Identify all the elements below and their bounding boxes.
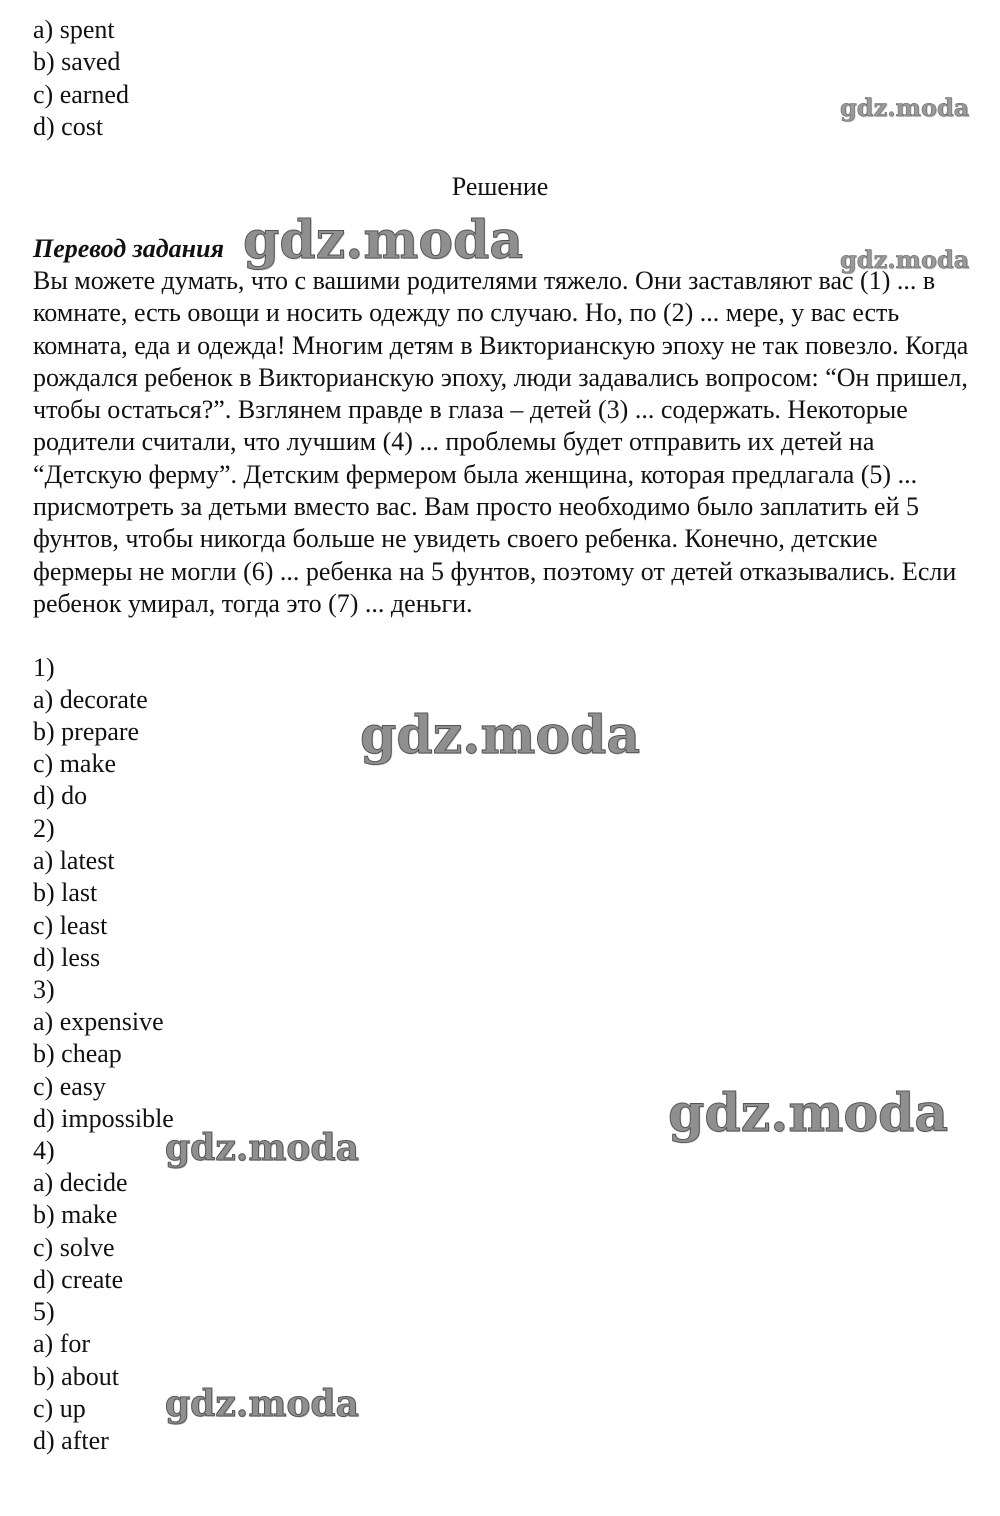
option-line: c) easy <box>33 1072 106 1101</box>
translation-paragraph: Вы можете думать, что с вашими родителями тяжело. Они заставляют вас (1) ... в комнате, есть овощи и носить одежду по случаю. Но, по (2) ... мере, у вас есть комната, еда и одежда! Многим детям в Викторианскую эпоху не так повезло. Когда рождался ребенок в Викторианскую эпоху, люди задавались вопросом: “Он пришел, чтобы остаться?”. Взглянем правде в глаза – детей (3) ... содержать. Некоторые родители считали, что лучшим (4) ... проблемы будет отправить их детей на “Детскую ферму”. Детским фермером была женщина, которая предлагала (5) ... присмотреть за детьми вместо вас. Вам просто необходимо было заплатить ей 5 фунтов, чтобы никогда больше не увидеть своего ребенка. Конечно, детские фермеры не могли (6) ... ребенка на 5 фунтов, поэтому от детей отказывались. Если ребенок умирал, тогда это (7) ... деньги. <box>33 266 969 618</box>
option-line: c) earned <box>33 80 129 109</box>
option-line: d) after <box>33 1426 109 1455</box>
watermark: gdz.moda <box>840 93 970 122</box>
translation-heading: Перевод задания <box>33 234 224 263</box>
watermark: gdz.moda <box>360 705 641 766</box>
option-line: c) least <box>33 911 108 940</box>
question-number: 2) <box>33 814 55 843</box>
option-line: d) create <box>33 1265 124 1294</box>
option-line: d) do <box>33 781 88 810</box>
option-line: b) saved <box>33 47 121 76</box>
solution-title: Решение <box>451 172 549 201</box>
watermark: gdz.moda <box>243 210 524 271</box>
question-number: 1) <box>33 653 55 682</box>
option-line: a) for <box>33 1329 91 1358</box>
option-line: c) up <box>33 1394 86 1423</box>
option-line: b) cheap <box>33 1039 122 1068</box>
watermark: gdz.moda <box>668 1083 949 1144</box>
option-line: b) prepare <box>33 717 140 746</box>
option-line: b) about <box>33 1362 119 1391</box>
question-number: 4) <box>33 1136 55 1165</box>
option-line: a) latest <box>33 846 115 875</box>
watermark: gdz.moda <box>165 1127 359 1169</box>
option-line: d) less <box>33 943 101 972</box>
option-line: b) last <box>33 878 98 907</box>
option-line: d) impossible <box>33 1104 174 1133</box>
question-number: 3) <box>33 975 55 1004</box>
option-line: d) cost <box>33 112 104 141</box>
watermark: gdz.moda <box>840 245 970 274</box>
option-line: c) make <box>33 749 117 778</box>
option-line: a) decide <box>33 1168 128 1197</box>
option-line: a) spent <box>33 15 115 44</box>
option-line: b) make <box>33 1200 118 1229</box>
question-number: 5) <box>33 1297 55 1326</box>
option-line: c) solve <box>33 1233 115 1262</box>
watermark: gdz.moda <box>165 1383 359 1425</box>
option-line: a) expensive <box>33 1007 164 1036</box>
option-line: a) decorate <box>33 685 148 714</box>
